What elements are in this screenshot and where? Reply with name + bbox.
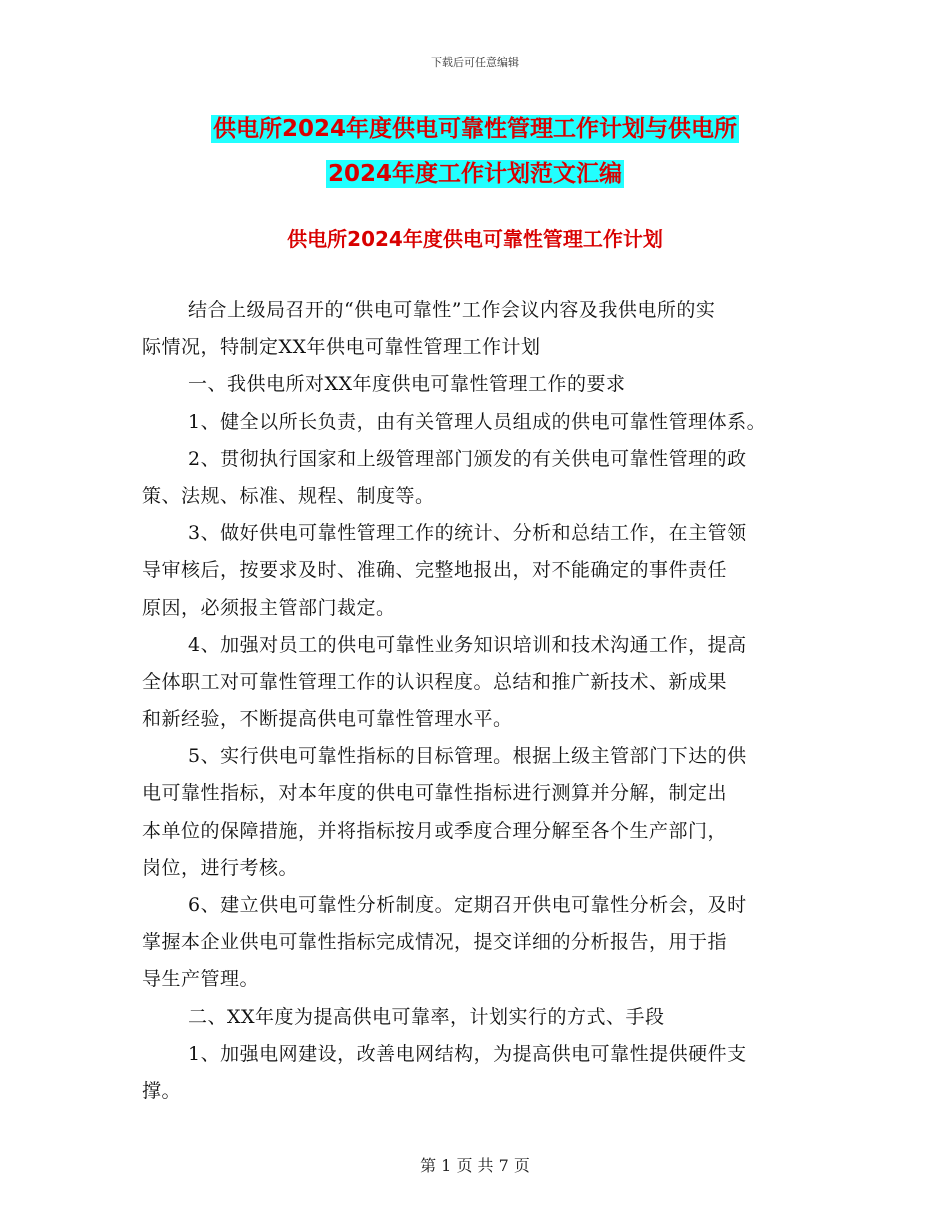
body-line: 导生产管理。 (142, 968, 260, 991)
body-line: 本单位的保障措施，并将指标按月或季度合理分解至各个生产部门， (142, 819, 728, 842)
body-line: 二、XX年度为提高供电可靠率，计划实行的方式、手段 (188, 1005, 665, 1028)
section-title: 供电所2024年度供电可靠性管理工作计划 (287, 227, 663, 251)
header-note: 下载后可任意编辑 (431, 56, 519, 69)
body-line: 电可靠性指标，对本年度的供电可靠性指标进行测算并分解，制定出 (142, 782, 728, 805)
body-line: 1、健全以所长负责，由有关管理人员组成的供电可靠性管理体系。 (188, 410, 767, 433)
document-title-line-1 (0, 114, 950, 144)
body-text (142, 292, 832, 1110)
title-line-1-text: 供电所2024年度供电可靠性管理工作计划与供电所 (212, 116, 737, 142)
body-line: 导审核后，按要求及时、准确、完整地报出，对不能确定的事件责任 (142, 559, 728, 582)
body-line: 际情况，特制定XX年供电可靠性管理工作计划 (142, 336, 541, 359)
body-line: 2、贯彻执行国家和上级管理部门颁发的有关供电可靠性管理的政 (188, 447, 747, 470)
body-line: 6、建立供电可靠性分析制度。定期召开供电可靠性分析会，及时 (188, 894, 747, 916)
body-line: 和新经验，不断提高供电可靠性管理水平。 (142, 708, 513, 731)
body-line: 策、法规、标准、规程、制度等。 (142, 484, 435, 507)
body-line: 全体职工对可靠性管理工作的认识程度。总结和推广新技术、新成果 (142, 670, 728, 693)
body-line: 掌握本企业供电可靠性指标完成情况，提交详细的分析报告，用于指 (142, 931, 728, 954)
body-line: 原因，必须报主管部门裁定。 (142, 596, 396, 619)
body-line: 1、加强电网建设，改善电网结构，为提高供电可靠性提供硬件支 (188, 1042, 747, 1065)
body-line: 撑。 (142, 1079, 182, 1102)
document-title-line-2 (0, 159, 950, 189)
body-line: 5、实行供电可靠性指标的目标管理。根据上级主管部门下达的供 (188, 745, 747, 768)
body-line: 岗位，进行考核。 (142, 856, 299, 879)
body-line: 一、我供电所对XX年度供电可靠性管理工作的要求 (188, 373, 626, 396)
title-line-2-text: 2024年度工作计划范文汇编 (327, 161, 622, 187)
page-footer: 第 1 页 共 7 页 (420, 1156, 530, 1175)
body-line: 结合上级局召开的“供电可靠性”工作会议内容及我供电所的实 (188, 299, 716, 321)
body-line: 4、加强对员工的供电可靠性业务知识培训和技术沟通工作，提高 (188, 633, 747, 656)
body-line: 3、做好供电可靠性管理工作的统计、分析和总结工作，在主管领 (188, 522, 747, 545)
